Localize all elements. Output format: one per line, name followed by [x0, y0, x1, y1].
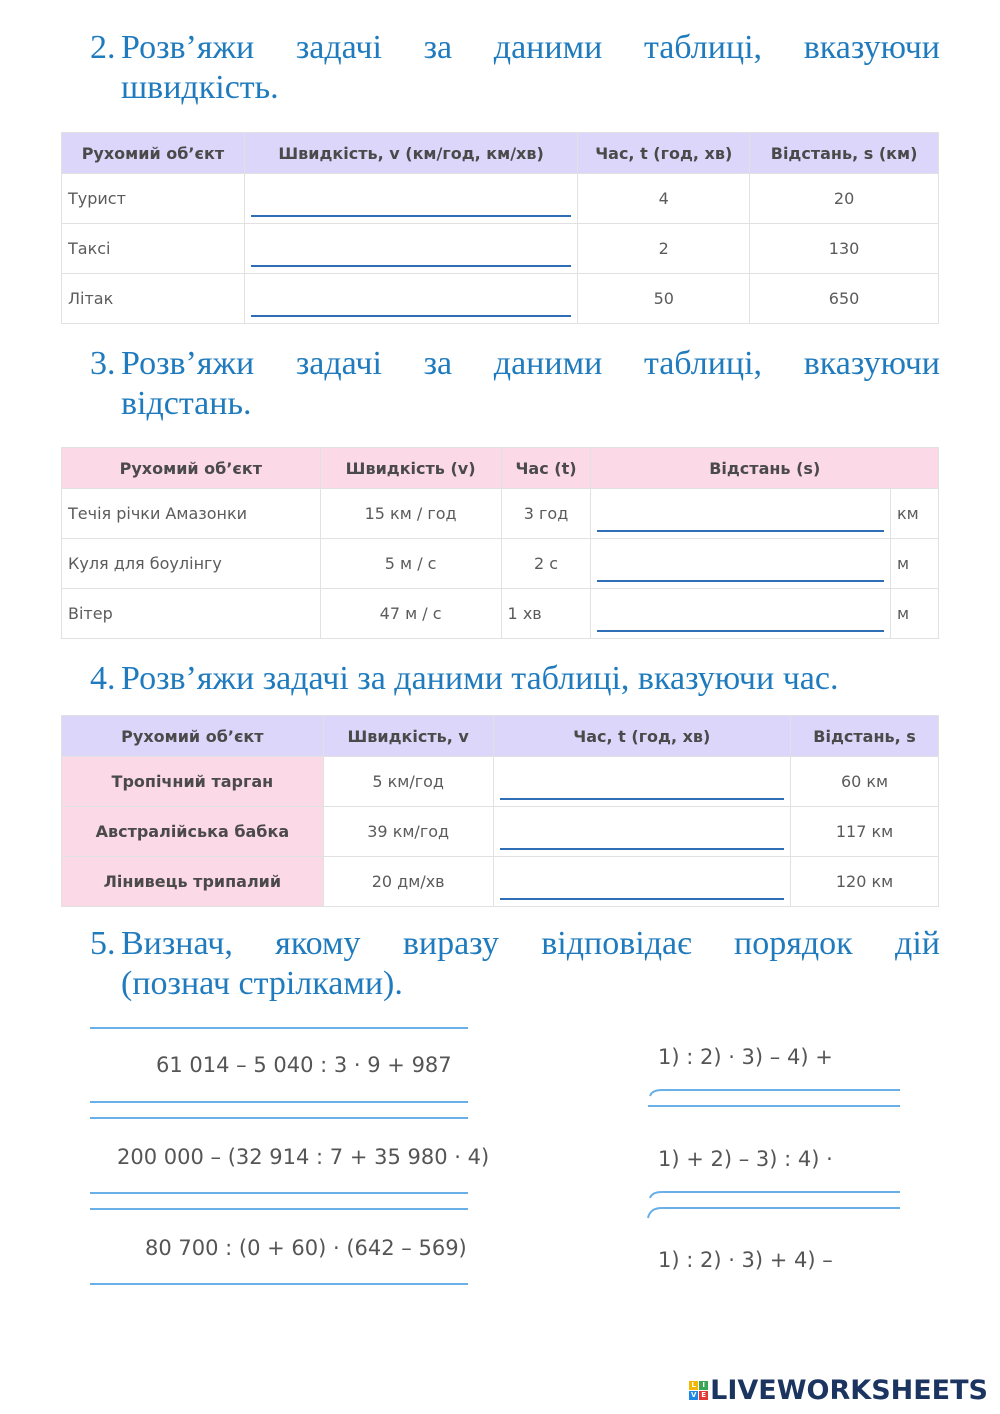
speed-answer-input[interactable] [251, 283, 576, 315]
answer-underline [251, 265, 572, 267]
table-row [62, 757, 939, 807]
speed-answer-input[interactable] [251, 233, 576, 265]
logo-mark-letter: L [689, 1381, 698, 1390]
task-text-line-1: Визнач, якому виразу відповідає порядок дій [121, 925, 940, 962]
header-distance: Відстань, s (км) [750, 133, 939, 174]
task-3-heading [90, 344, 940, 424]
header-time: Час, t (год, хв) [578, 133, 750, 174]
header-time: Час, t (год, хв) [493, 716, 790, 757]
divider-curve [646, 1190, 904, 1226]
header-object: Рухомий об’єкт [62, 448, 321, 489]
time-cell: 1 хв [501, 589, 591, 639]
unit-cell: км [890, 489, 938, 539]
speed-cell: 20 дм/хв [323, 857, 493, 907]
object-cell: Вітер [62, 589, 321, 639]
table-row [62, 589, 939, 639]
operation-order-2[interactable]: 1) + 2) – 3) : 4) · [658, 1147, 833, 1171]
distance-cell: 60 км [791, 757, 939, 807]
task-2-heading [90, 28, 940, 108]
distance-cell: 120 км [791, 857, 939, 907]
speed-cell: 5 км/год [323, 757, 493, 807]
task-number: 5. [90, 925, 116, 962]
speed-cell: 39 км/год [323, 807, 493, 857]
time-answer-cell[interactable] [493, 807, 790, 857]
header-distance: Відстань (s) [591, 448, 939, 489]
header-speed: Швидкість, v [323, 716, 493, 757]
task-text-line-2: відстань. [121, 385, 252, 422]
answer-underline [500, 848, 784, 850]
speed-answer-cell[interactable] [244, 274, 578, 324]
task-number: 3. [90, 345, 116, 382]
distance-cell: 20 [750, 174, 939, 224]
time-cell: 2 [578, 224, 750, 274]
table-header-row [62, 133, 939, 174]
task-text-line-1: Розв’яжи задачі за даними таблиці, вказуючи [121, 345, 940, 382]
expression-1[interactable]: 61 014 – 5 040 : 3 · 9 + 987 [156, 1053, 452, 1077]
distance-answer-input[interactable] [597, 548, 888, 580]
time-cell: 4 [578, 174, 750, 224]
table-row [62, 807, 939, 857]
time-cell: 2 с [501, 539, 591, 589]
header-object: Рухомий об’єкт [62, 133, 245, 174]
header-speed: Швидкість (v) [320, 448, 501, 489]
header-speed: Швидкість, v (км/год, км/хв) [244, 133, 578, 174]
header-distance: Відстань, s [791, 716, 939, 757]
expression-2[interactable]: 200 000 – (32 914 : 7 + 35 980 · 4) [117, 1145, 490, 1169]
object-cell: Таксі [62, 224, 245, 274]
speed-answer-input[interactable] [251, 183, 576, 215]
table-row [62, 174, 939, 224]
logo-mark-letter: I [699, 1381, 708, 1390]
time-answer-input[interactable] [500, 866, 788, 898]
answer-underline [597, 580, 884, 582]
object-cell: Літак [62, 274, 245, 324]
unit-cell: м [890, 589, 938, 639]
operation-order-1[interactable]: 1) : 2) · 3) – 4) + [658, 1045, 833, 1069]
task-4-heading [90, 659, 940, 699]
distance-answer-input[interactable] [597, 598, 888, 630]
speed-cell: 15 км / год [320, 489, 501, 539]
logo-text: LIVEWORKSHEETS [710, 1375, 988, 1406]
divider-line [90, 1208, 468, 1210]
task-number: 4. [90, 660, 116, 697]
time-cell: 3 год [501, 489, 591, 539]
object-cell: Лінивець трипалий [62, 857, 324, 907]
expression-3[interactable]: 80 700 : (0 + 60) · (642 – 569) [145, 1236, 467, 1260]
object-cell: Австралійська бабка [62, 807, 324, 857]
header-object: Рухомий об’єкт [62, 716, 324, 757]
time-table [61, 715, 939, 907]
task-text-line-1: Розв’яжи задачі за даними таблиці, вказуючи час. [121, 660, 839, 697]
table-row [62, 224, 939, 274]
answer-underline [597, 530, 884, 532]
time-answer-cell[interactable] [493, 857, 790, 907]
time-answer-input[interactable] [500, 816, 788, 848]
answer-underline [500, 798, 784, 800]
task-text-line-1: Розв’яжи задачі за даними таблиці, вказуючи [121, 29, 940, 66]
liveworksheets-logo [689, 1375, 988, 1406]
distance-table [61, 447, 939, 639]
distance-answer-cell[interactable] [591, 589, 891, 639]
operation-order-3[interactable]: 1) : 2) · 3) + 4) – [658, 1248, 833, 1272]
speed-answer-cell[interactable] [244, 174, 578, 224]
logo-mark-icon [689, 1381, 708, 1400]
distance-cell: 650 [750, 274, 939, 324]
header-time: Час (t) [501, 448, 591, 489]
table-row [62, 489, 939, 539]
time-answer-input[interactable] [500, 766, 788, 798]
task-5-heading [90, 924, 940, 1004]
time-cell: 50 [578, 274, 750, 324]
distance-answer-cell[interactable] [591, 489, 891, 539]
speed-answer-cell[interactable] [244, 224, 578, 274]
unit-cell: м [890, 539, 938, 589]
table-header-row [62, 448, 939, 489]
divider-curve [646, 1088, 904, 1124]
task-text-line-2: (познач стрілками). [121, 965, 403, 1002]
table-row [62, 857, 939, 907]
object-cell: Куля для боулінгу [62, 539, 321, 589]
divider-line [90, 1101, 468, 1103]
speed-cell: 47 м / с [320, 589, 501, 639]
distance-cell: 130 [750, 224, 939, 274]
task-text-line-2: швидкість. [121, 69, 279, 106]
object-cell: Турист [62, 174, 245, 224]
speed-table [61, 132, 939, 324]
distance-cell: 117 км [791, 807, 939, 857]
answer-underline [597, 630, 884, 632]
table-row [62, 274, 939, 324]
logo-mark-letter: E [699, 1391, 708, 1400]
object-cell: Течія річки Амазонки [62, 489, 321, 539]
divider-line [90, 1283, 468, 1285]
answer-underline [251, 315, 572, 317]
logo-mark-letter: V [690, 1391, 697, 1399]
divider-line [90, 1117, 468, 1119]
divider-line [90, 1027, 468, 1029]
table-header-row [62, 716, 939, 757]
divider-line [90, 1192, 468, 1194]
answer-underline [500, 898, 784, 900]
distance-answer-input[interactable] [597, 498, 888, 530]
time-answer-cell[interactable] [493, 757, 790, 807]
speed-cell: 5 м / с [320, 539, 501, 589]
distance-answer-cell[interactable] [591, 539, 891, 589]
answer-underline [251, 215, 572, 217]
table-row [62, 539, 939, 589]
object-cell: Тропічний тарган [62, 757, 324, 807]
task-number: 2. [90, 29, 116, 66]
